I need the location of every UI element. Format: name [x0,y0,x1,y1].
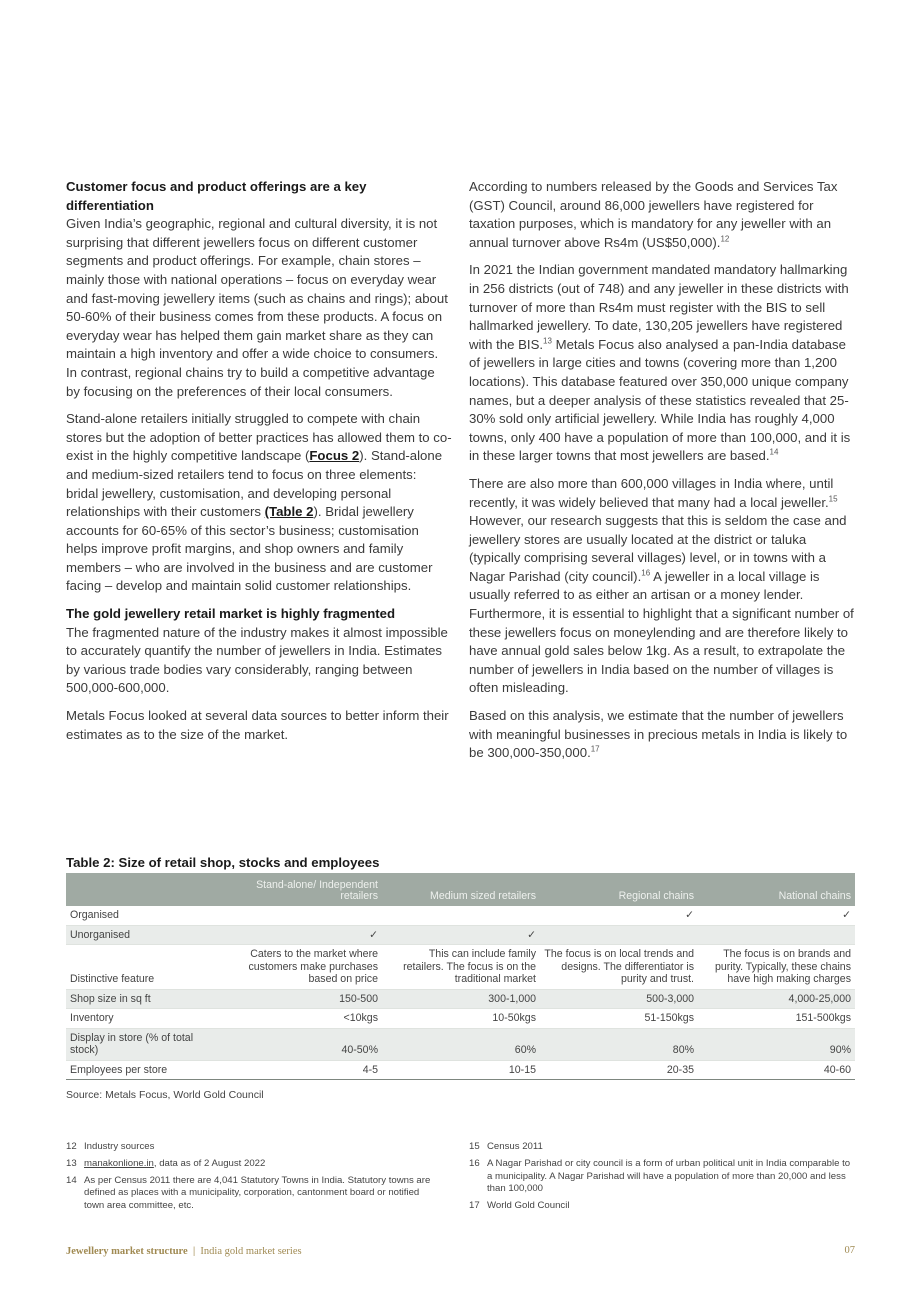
paragraph-gst: According to numbers released by the Goods and Services Tax (GST) Council, around 86,000 jewellers have registered for taxation purposes, which is mandatory for any jeweller with an annual turnover above Rs4m (US$50,000).$^{12}$ [469,179,838,250]
row-label: Employees per store [66,1060,224,1080]
table-row [66,925,855,945]
table-cell: Caters to the market where customers make purchases based on price [224,945,382,990]
table-cell: 151-500kgs [698,1009,855,1029]
footnote-12: 12 Industry sources [66,1141,155,1152]
table-cell: 80% [540,1028,698,1060]
focus-2-link[interactable]: Focus 2 [309,448,360,464]
table-2-link[interactable]: (Table 2 [264,504,314,520]
left-column [66,178,452,753]
table-cell: <10kgs [224,1009,382,1029]
heading-fragmented: The gold jewellery retail market is highly fragmented [66,606,396,622]
row-label: Distinctive feature [66,945,224,990]
paragraph-hallmarking: In 2021 the Indian government mandated mandatory hallmarking in 256 districts (out of 748) and any jeweller in these districts with turnover of more than Rs4m must register with the BIS to sell hallmarked jewellery. To date, 130,205 jewellers have registered with the BIS.$^{13}$ Metals Focus also analysed a pan-India database of jewellers in large cities and towns (covering more than 1,200 locations). This database featured over 350,000 unique company names, but a deeper analysis of these statistics revealed that 25-30% sold only artificial jewellery. While India has roughly 4,000 towns, only 400 have a population of more than 100,000, and it is in these larger towns that most jewellers are based.$^{14}$ [469,262,851,464]
row-label: Organised [66,906,224,925]
footnotes-left [66,1141,438,1217]
row-label: Inventory [66,1009,224,1029]
footnote-13: 13 manakonlione.in, data as of 2 August 2022 [66,1157,266,1169]
table-cell: 20-35 [540,1060,698,1080]
check-icon: ✓ [540,906,698,925]
paragraph-estimate: Based on this analysis, we estimate that the number of jewellers with meaningful businesses in precious metals in India is likely to be 300,000-350,000.17 [469,708,848,761]
table-cell: This can include family retailers. The focus is on the traditional market [382,945,540,990]
table-cell: 4-5 [224,1060,382,1080]
row-label: Shop size in sq ft [66,989,224,1009]
row-label: Unorganised [66,925,224,945]
table-cell [224,906,382,925]
footnote-ref-12[interactable]: 12 [720,234,730,244]
table-row [66,945,855,990]
table-header-cell: Stand-alone/ Independent retailers [224,873,382,906]
footnote-15: 15 Census 2011 [469,1141,543,1152]
retail-table [66,873,855,1080]
table-2 [66,854,855,1080]
table-cell: 10-15 [382,1060,540,1080]
table-cell: 300-1,000 [382,989,540,1009]
footnote-ref-16[interactable]: 16 [641,568,651,578]
footnote-ref-13[interactable]: 13 [543,336,552,346]
footnote-17: 17 World Gold Council [469,1200,570,1212]
table-cell: 150-500 [224,989,382,1009]
footnotes-right [469,1141,857,1217]
paragraph-fragmented: The fragmented nature of the industry makes it almost impossible to accurately quantify the number of jewellers in India. Estimates by various trade bodies vary considerably, ranging between 500,000-600,000. [66,624,448,696]
manakonlione-link[interactable]: manakonlione.in [84,1157,154,1169]
footnote-ref-14[interactable]: 14 [769,447,779,457]
table-cell [540,925,698,945]
table-header-cell: National chains [698,873,855,906]
table-row [66,1060,855,1080]
right-column [469,178,857,772]
check-icon: ✓ [224,925,382,945]
table-cell: 4,000-25,000 [698,989,855,1009]
footnote-16: 16 A Nagar Parishad or city council is a form of urban political unit in India comparable to a municipality. A Nagar Parishad will have a population of more than 20,000 and less than 100,000 [469,1157,851,1195]
table-cell: 10-50kgs [382,1009,540,1029]
paragraph-standalone: Stand-alone retailers initially struggled to compete with chain stores but the adoption of better practices has allowed them to co-exist in the highly competitive landscape (Focus 2). Stand-alone and medium-sized retailers tend to focus on three elements: bridal jewellery, customisation, and developing personal relationships with their customers (Table 2). Bridal jewellery accounts for 60-65% of this sector’s business; customisation helps improve profit margins, and shop owners and family members – who are involved in the business and are customer facing – develop and maintain solid customer relationships. [66,411,452,594]
table-header-cell [66,873,224,906]
check-icon: ✓ [698,906,855,925]
check-icon: ✓ [382,925,540,945]
footnote-ref-17[interactable]: 17 [590,744,600,754]
table-row [66,1009,855,1029]
table-cell: 60% [382,1028,540,1060]
table-cell: 500-3,000 [540,989,698,1009]
row-label: Display in store (% of total stock) [66,1028,224,1060]
table-row [66,989,855,1009]
table-header-cell: Regional chains [540,873,698,906]
table-cell: The focus is on local trends and designs. The differentiator is purity and trust. [540,945,698,990]
table-row [66,1028,855,1060]
paragraph-villages: There are also more than 600,000 villages in India where, until recently, it was widely believed that many had a local jeweller.$^{15}$ However, our research suggests that this is seldom the case and jewellery stores are usually located at the district or taluka (typically comprising several villages) level, or in towns with a Nagar Parishad (city council).$^{16}$ A jeweller in a local village is usually referred to as either an artisan or a money lender. Furthermore, it is essential to highlight that a significant number of these jewellers focus on moneylending and are therefore likely to have annual gold sales below 1kg. As a result, to extrapolate the number of jewellers in India based on the number of villages is often misleading. [469,475,854,696]
paragraph-diversity: Given India’s geographic, regional and cultural diversity, it is not surprising that different jewellers focus on different customer segments and product offerings. For example, chain stores – mainly those with national operations – focus on everyday wear and fast-moving jewellery items (such as chains and rings); about 50-60% of their business comes from these products. A focus on everyday wear has helped them gain market share as they can maintain a high inventory and offer a wide choice to consumers. In contrast, regional chains try to build a competitive advantage by focusing on the preferences of their local consumers. [66,216,448,399]
table-cell: 40-60 [698,1060,855,1080]
footnote-ref-15[interactable]: 15 [828,494,838,504]
table-cell: 40-50% [224,1028,382,1060]
page-footer [66,1245,855,1257]
heading-customer-focus: Customer focus and product offerings are a key differentiation [66,179,367,213]
table-header-cell: Medium sized retailers [382,873,540,906]
table-source: Source: Metals Focus, World Gold Council [66,1089,264,1101]
footer-separator: | [192,1245,196,1257]
footer-section-title: Jewellery market structure [66,1246,188,1257]
table-cell [698,925,855,945]
footer-series-title: India gold market series [200,1246,302,1257]
table-row [66,906,855,925]
table-title: Table 2: Size of retail shop, stocks and employees [66,855,380,870]
table-header-row [66,873,855,906]
table-cell [382,906,540,925]
table-cell: 90% [698,1028,855,1060]
page-number: 07 [844,1245,855,1256]
table-cell: 51-150kgs [540,1009,698,1029]
paragraph-data-sources: Metals Focus looked at several data sources to better inform their estimates as to the size of the market. [66,708,449,742]
footnote-14: 14 As per Census 2011 there are 4,041 Statutory Towns in India. Statutory towns are defined as places with a municipality, corporation, cantonment board or notified town area committee, etc. [66,1174,431,1212]
table-cell: The focus is on brands and purity. Typically, these chains have high making charges [698,945,855,990]
